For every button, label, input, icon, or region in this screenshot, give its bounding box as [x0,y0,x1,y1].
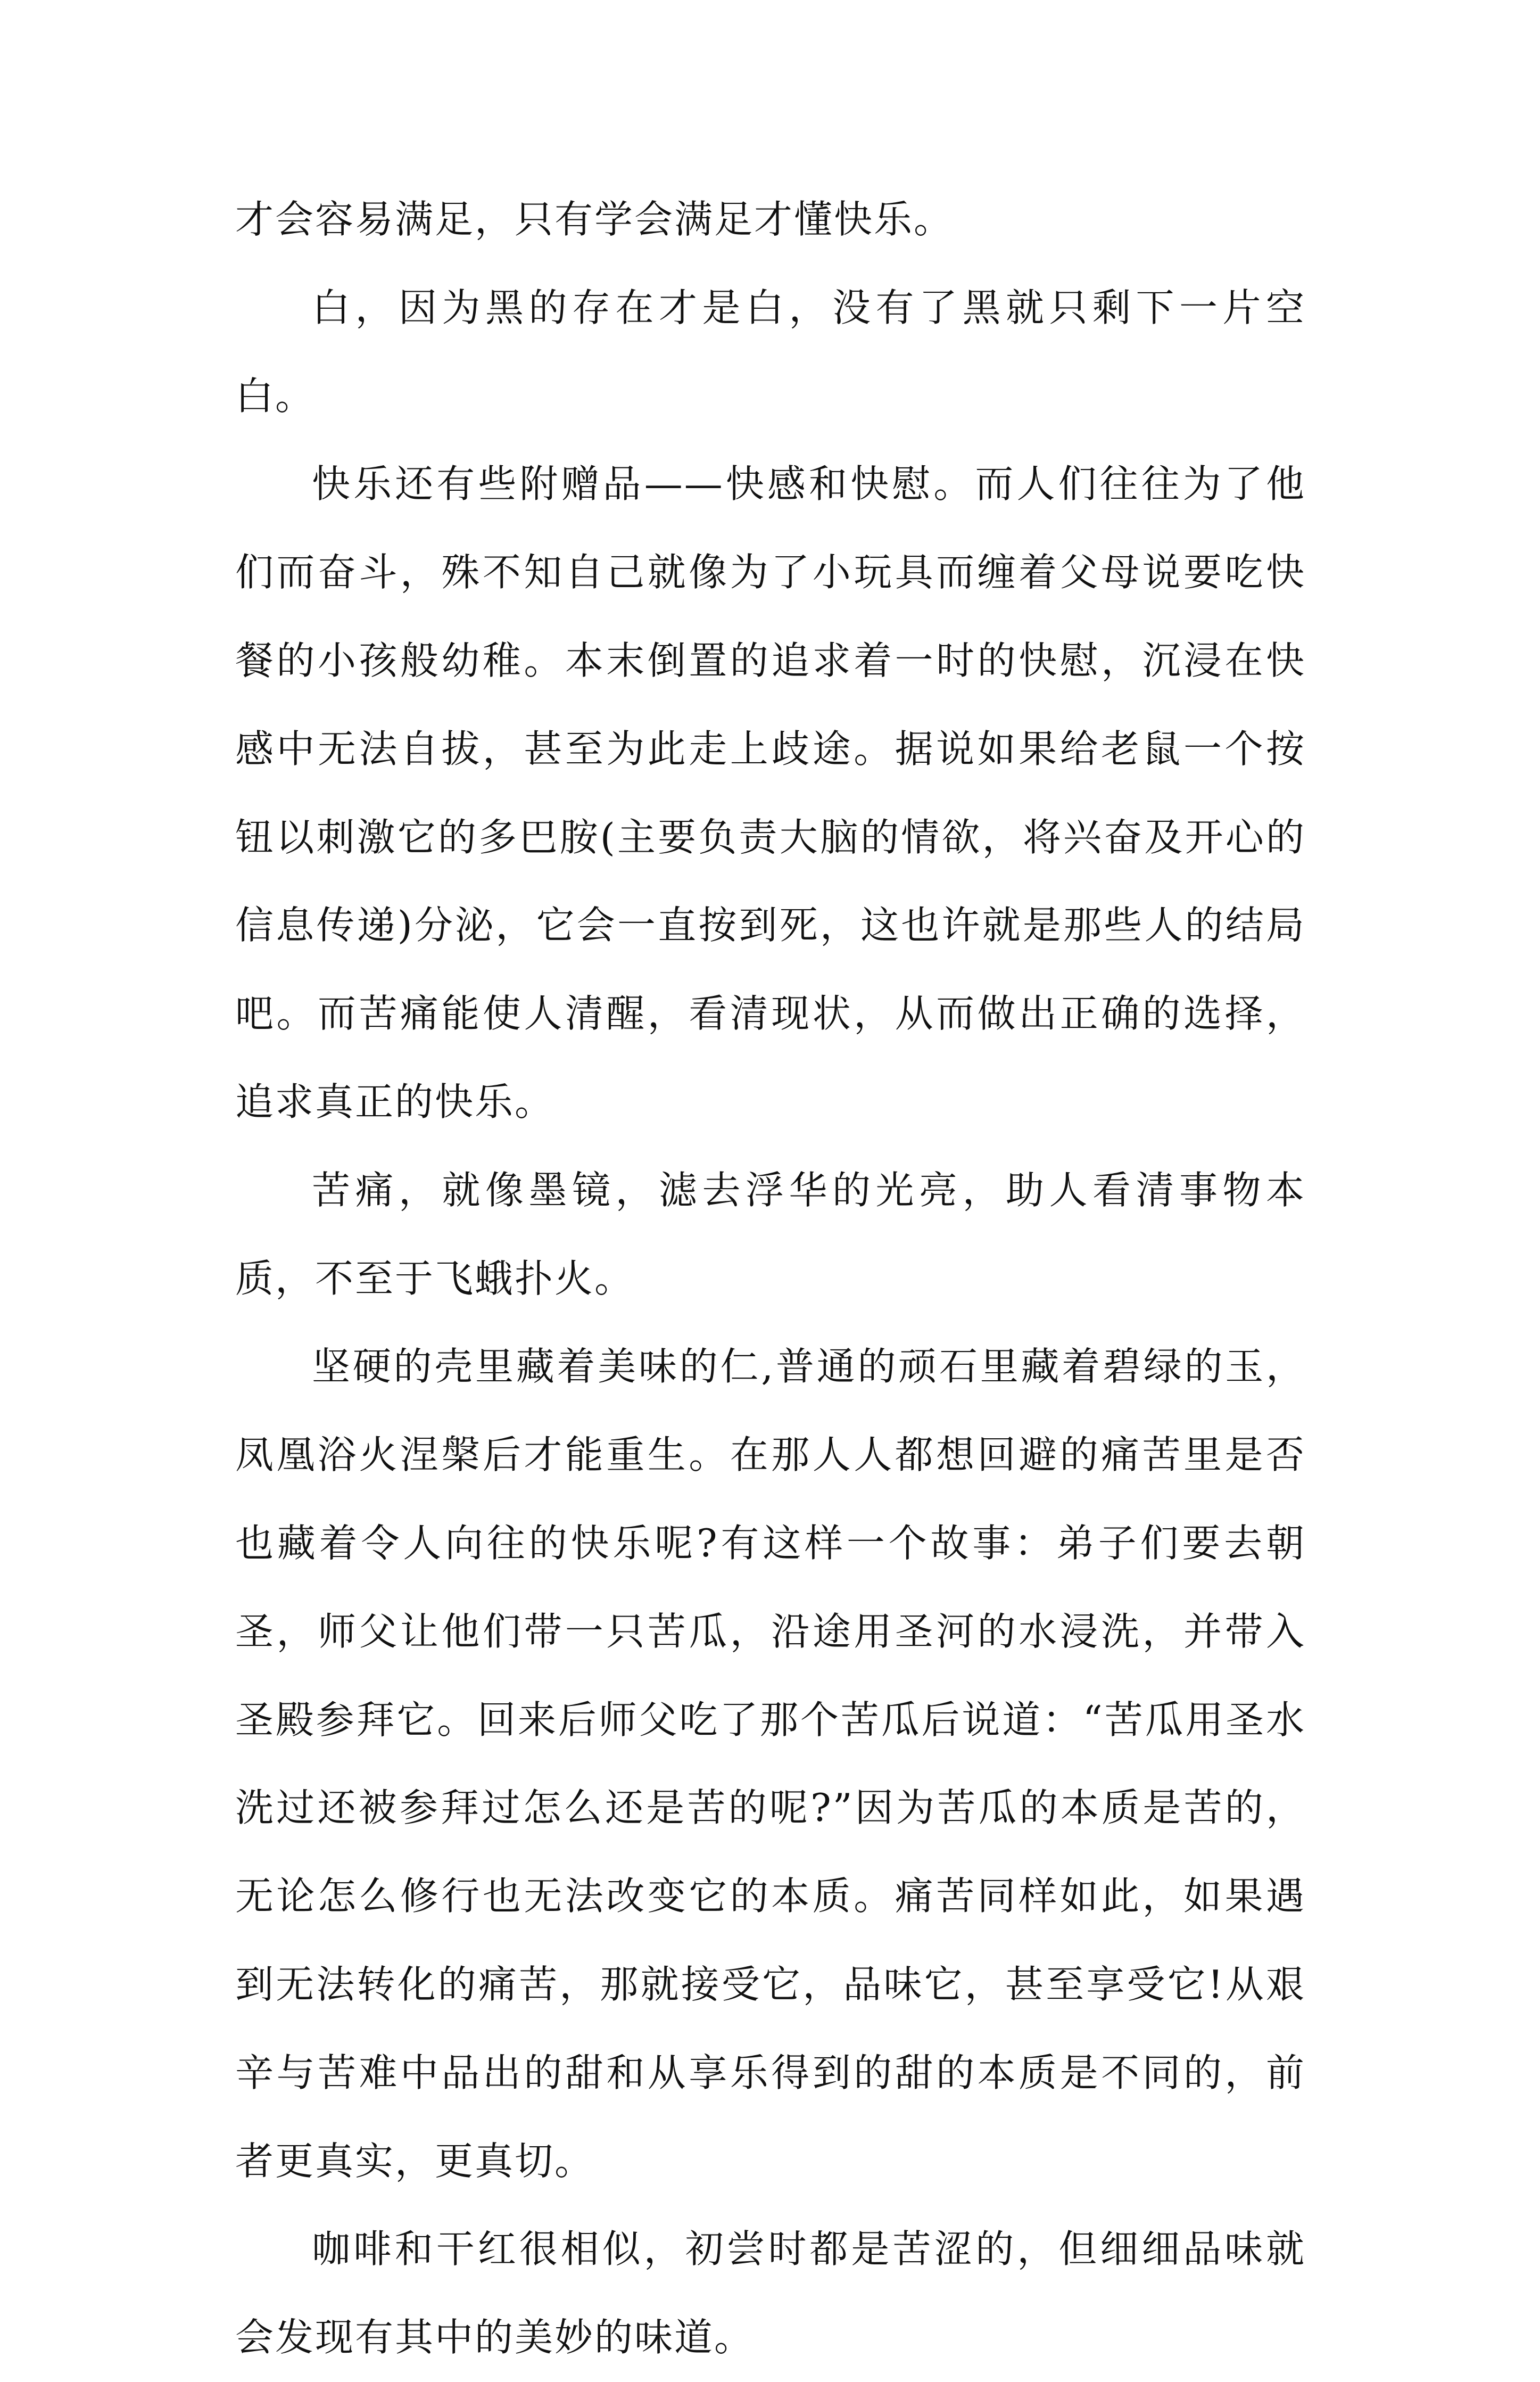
paragraph-6: 咖啡和干红很相似，初尝时都是苦涩的，但细细品味就会发现有其中的美妙的味道。 [235,2227,1306,2360]
paragraph-1: 才会容易满足，只有学会满足才懂快乐。 [235,197,954,242]
paragraph-3: 快乐还有些附赠品——快感和快慰。而人们往往为了他们而奋斗，殊不知自己就像为了小玩具而缠着父母说要吃快餐的小孩般幼稚。本末倒置的追求着一时的快慰，沉浸在快感中无法自拔，甚至为此走上歧途。据说如果给老鼠一个按钮以刺激它的多巴胺(主要负责大脑的情欲，将兴奋及开心的信息传递)分泌，它会一直按到死，这也许就是那些人的结局吧。而苦痛能使人清醒，看清现状，从而做出正确的选择，追求真正的快乐。 [235,461,1306,1124]
paragraph-5: 坚硬的壳里藏着美味的仁,普通的顽石里藏着碧绿的玉，凤凰浴火涅槃后才能重生。在那人人都想回避的痛苦里是否也藏着令人向往的快乐呢?有这样一个故事：弟子们要去朝圣，师父让他们带一只苦瓜，沿途用圣河的水浸洗，并带入圣殿参拜它。回来后师父吃了那个苦瓜后说道：“苦瓜用圣水洗过还被参拜过怎么还是苦的呢?”因为苦瓜的本质是苦的，无论怎么修行也无法改变它的本质。痛苦同样如此，如果遇到无法转化的痛苦，那就接受它，品味它，甚至享受它!从艰辛与苦难中品出的甜和从享乐得到的甜的本质是不同的，前者更真实，更真切。 [235,1344,1306,2183]
paragraph-2: 白，因为黑的存在才是白，没有了黑就只剩下一片空白。 [235,285,1306,418]
paragraph-4: 苦痛，就像墨镜，滤去浮华的光亮，助人看清事物本质，不至于飞蛾扑火。 [235,1167,1306,1301]
body-text [235,176,1306,2382]
